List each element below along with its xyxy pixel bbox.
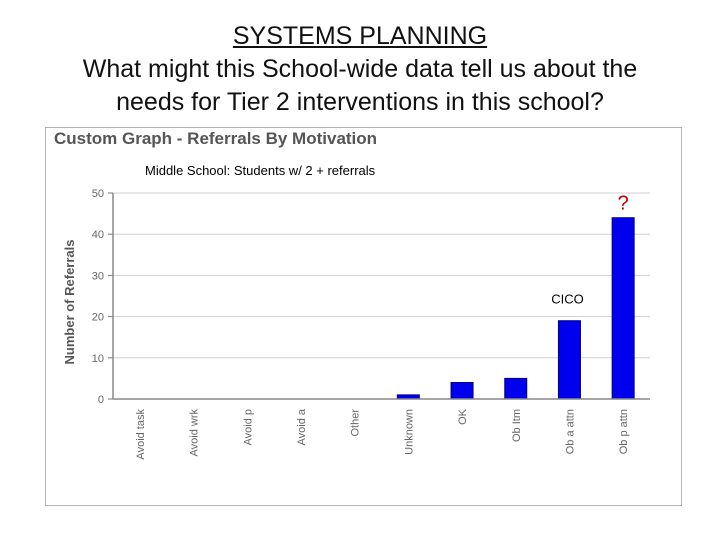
- bar-ok: [451, 383, 473, 399]
- x-tick-label: Ob p attn: [618, 409, 631, 455]
- y-tick-label: 10: [91, 352, 104, 365]
- y-axis-label: Number of Referrals: [62, 239, 77, 365]
- chart-subtitle: Middle School: Students w/ 2 + referrals: [145, 163, 376, 178]
- x-tick-label: Ob Itm: [510, 409, 523, 443]
- slide-question-line-1: What might this School-wide data tell us about the: [82, 55, 638, 83]
- chart-frame: [45, 127, 682, 506]
- y-tick-label: 30: [91, 270, 104, 283]
- x-tick-label: Unknown: [403, 409, 416, 455]
- x-tick-label: Avoid task: [134, 409, 147, 460]
- slide-question-line-2: needs for Tier 2 interventions in this school?: [116, 88, 604, 116]
- x-tick-label: Other: [349, 409, 362, 437]
- question-mark-annotation: ?: [617, 192, 629, 215]
- bar-ob-itm: [505, 378, 527, 399]
- x-tick-label: Avoid p: [242, 409, 255, 446]
- y-tick-label: 20: [91, 311, 104, 324]
- slide-title: [0, 20, 720, 119]
- slide-headline: SYSTEMS PLANNING: [232, 22, 488, 50]
- bar-ob-a-attn: [558, 321, 580, 399]
- cico-annotation: CICO: [551, 291, 584, 307]
- y-tick-label: 0: [97, 394, 104, 406]
- y-tick-label: 50: [91, 188, 104, 200]
- referrals-bar-chart: [45, 127, 682, 506]
- x-tick-label: Ob a attn: [564, 409, 577, 455]
- bar-ob-p-attn: [612, 218, 634, 399]
- y-tick-label: 40: [91, 229, 104, 242]
- x-tick-label: Avoid a: [295, 409, 308, 446]
- x-tick-label: Avoid wrk: [188, 409, 201, 457]
- x-tick-label: OK: [457, 409, 470, 425]
- chart-title: Custom Graph - Referrals By Motivation: [54, 129, 378, 148]
